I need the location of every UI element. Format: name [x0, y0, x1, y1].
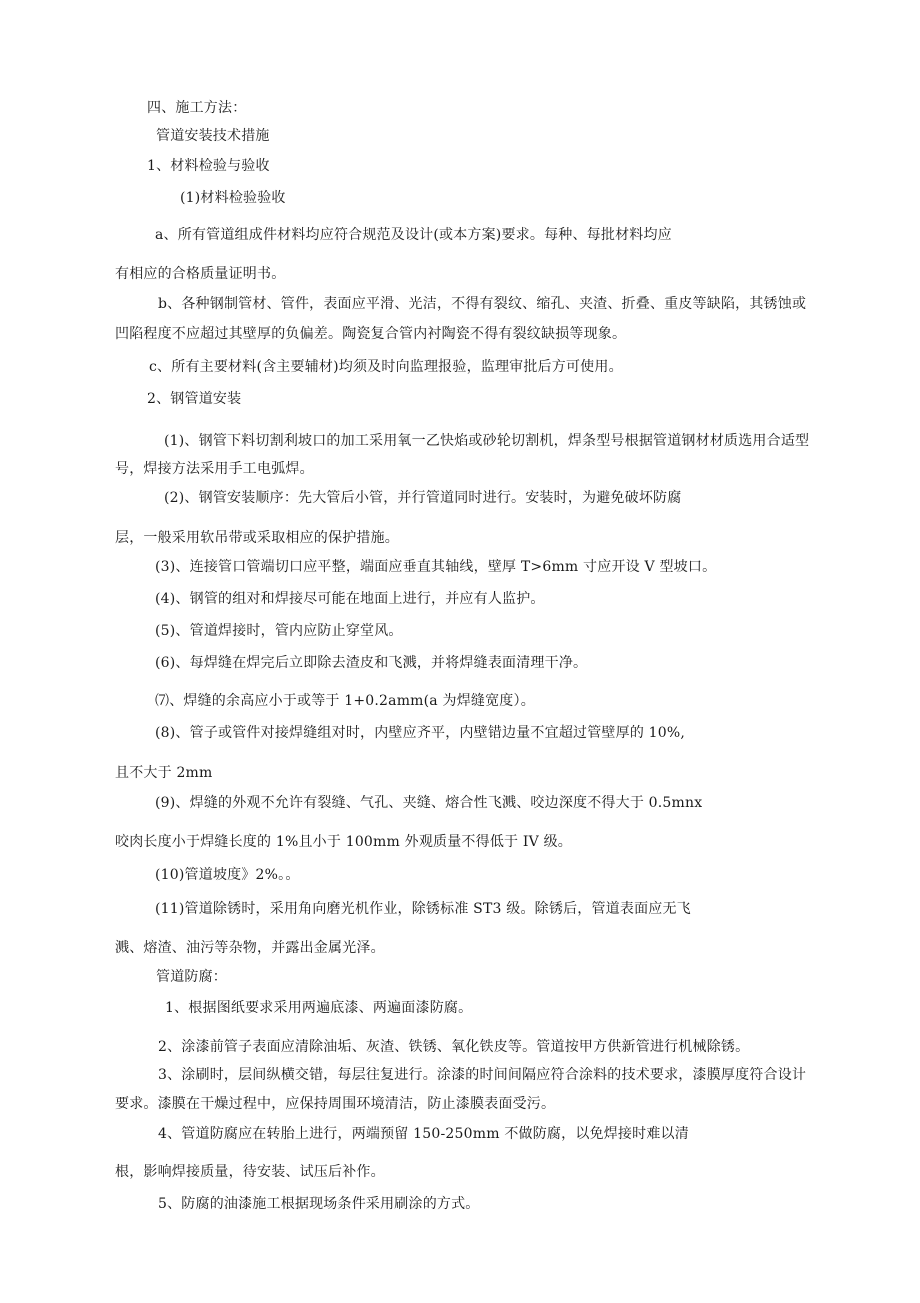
paragraph-line: 5、防腐的油漆施工根据现场条件采用刷涂的方式。 [158, 1196, 480, 1212]
paragraph-line: (1)、钢管下料切割利坡口的加工采用氧一乙快焰或砂轮切割机，焊条型号根据管道钢材材质选用合适型 [164, 433, 810, 449]
paragraph-line: 层，一般采用软吊带或采取相应的保护措施。 [115, 530, 399, 546]
paragraph-line: (5)、管道焊接时，管内应防止穿堂风。 [155, 623, 403, 639]
paragraph-line: 有相应的合格质量证明书。 [115, 266, 286, 282]
paragraph-line: (11)管道除锈时，采用角向磨光机作业，除锈标准 ST3 级。除锈后，管道表面应无飞 [155, 901, 691, 917]
paragraph-line: 根，影响焊接质量，待安装、试压后补作。 [115, 1164, 385, 1180]
paragraph-line: (10)管道坡度》2%。。 [155, 867, 300, 883]
paragraph-line: 咬肉长度小于焊缝长度的 1%且小于 100mm 外观质量不得低于 IV 级。 [115, 834, 572, 850]
paragraph-line: (2)、钢管安装顺序：先大管后小管，并行管道同时进行。安装时，为避免破坏防腐 [164, 490, 682, 506]
paragraph-line: (6)、每焊缝在焊完后立即除去渣皮和飞溅，并将焊缝表面清理干净。 [155, 655, 588, 671]
item-heading: 2、钢管道安装 [147, 391, 242, 407]
subsection-heading: 管道安装技术措施 [156, 128, 270, 144]
paragraph-line: 2、涂漆前管子表面应清除油垢、灰渣、铁锈、氧化铁皮等。管道按甲方供新管进行机械除锈。 [158, 1039, 750, 1055]
section-heading: 四、施工方法： [147, 100, 247, 116]
paragraph-line: (4)、钢管的组对和焊接尽可能在地面上进行，并应有人监护。 [155, 591, 545, 607]
paragraph-line: 溅、熔渣、油污等杂物，并露出金属光泽。 [115, 940, 385, 956]
paragraph-line: ⑺、焊缝的余高应小于或等于 1+0.2amm(a 为焊缝宽度）。 [155, 693, 535, 709]
paragraph-line: 号，焊接方法采用手工电弧焊。 [115, 461, 314, 477]
item-heading: 1、材料检验与验收 [147, 158, 270, 174]
paragraph-line: (8)、管子或管件对接焊缝组对时，内壁应齐平，内壁错边量不宜超过管壁厚的 10%, [155, 725, 686, 741]
paragraph-line: 要求。漆膜在干燥过程中，应保持周围环境清洁，防止漆膜表面受污。 [115, 1096, 556, 1112]
paragraph-line: c、所有主要材料(含主要辅材)均须及时向监理报验，监理审批后方可使用。 [149, 359, 623, 375]
item-subheading: (1)材料检验验收 [180, 190, 286, 206]
paragraph-line: 1、根据图纸要求采用两遍底漆、两遍面漆防腐。 [165, 1000, 473, 1016]
paragraph-line: 3、涂刷时，层间纵横交错，每层往复进行。涂漆的时间间隔应符合涂料的技术要求，漆膜厚度符合设计 [158, 1067, 807, 1083]
subsection-heading: 管道防腐： [156, 969, 227, 985]
paragraph-line: (3)、连接管口管端切口应平整，端面应垂直其轴线，壁厚 T>6mm 寸应开设 V 型坡口。 [155, 559, 717, 575]
paragraph-line: (9)、焊缝的外观不允许有裂缝、气孔、夹缝、熔合性飞溅、咬边深度不得大于 0.5mnx [155, 795, 703, 811]
paragraph-line: 且不大于 2mm [115, 765, 213, 781]
paragraph-line: 凹陷程度不应超过其壁厚的负偏差。陶瓷复合管内衬陶瓷不得有裂纹缺损等现象。 [115, 326, 627, 342]
paragraph-line: a、所有管道组成件材料均应符合规范及设计(或本方案)要求。每种、每批材料均应 [155, 227, 672, 243]
paragraph-line: b、各种钢制管材、管件，表面应平滑、光洁，不得有裂纹、缩孔、夹渣、折叠、重皮等缺陷，其锈蚀或 [158, 296, 807, 312]
paragraph-line: 4、管道防腐应在转胎上进行，两端预留 150-250mm 不做防腐，以免焊接时难以清 [158, 1126, 689, 1142]
